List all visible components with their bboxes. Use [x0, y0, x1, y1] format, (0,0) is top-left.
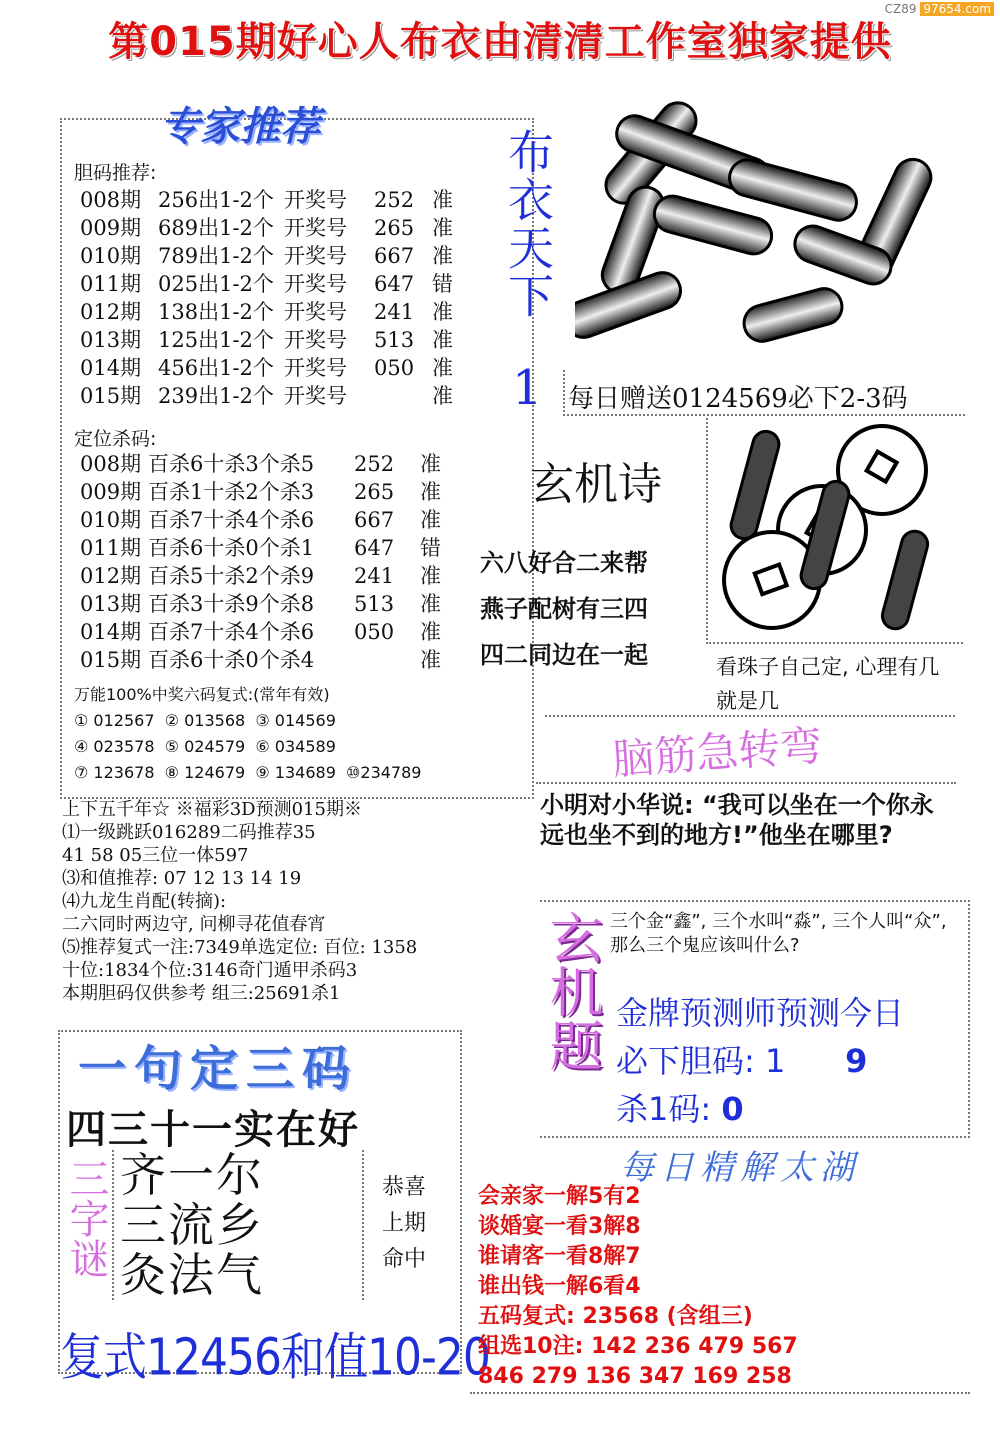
congrats-line: 命中 [382, 1247, 427, 1272]
dan-prize-label: 开奖号 [284, 300, 347, 324]
dan-row [80, 354, 462, 382]
riddle-lines [120, 1150, 264, 1300]
site-watermark [885, 2, 994, 16]
kill-period: 015期 [80, 648, 142, 672]
kill-verdict: 准 [420, 452, 441, 476]
congrats-line: 上期 [382, 1211, 427, 1236]
history-line: ⑸推荐复式一注:7349单选定位: 百位: 1358 [62, 937, 418, 958]
kill-result: 667 [354, 508, 395, 532]
dan-period: 014期 [80, 356, 142, 380]
dan-row [80, 270, 462, 298]
kill-pick: 百杀5十杀2个杀9 [148, 564, 315, 588]
predict-line: 金牌预测师预测今日 [616, 994, 905, 1032]
kill-verdict: 准 [420, 564, 441, 588]
poem-lines [480, 540, 648, 678]
poem-heading: 玄机诗 [530, 459, 662, 510]
congrats [382, 1170, 426, 1278]
kill-pick: 百杀7十杀4个杀6 [148, 508, 315, 532]
kill-period: 010期 [80, 508, 142, 532]
predict-kill-label: 杀1码: [616, 1090, 712, 1128]
sentence-heading: 一句定三码 [78, 1041, 359, 1097]
taihu-line: 谈婚宴一看3解8 [478, 1214, 641, 1239]
dan-prize-label: 开奖号 [284, 356, 347, 380]
six-list [74, 708, 421, 786]
history-line: 十位:1834个位:3146奇门遁甲杀码3 [62, 960, 358, 981]
kill-verdict: 错 [420, 536, 441, 560]
brain-divider-2 [536, 782, 956, 784]
kill-result: 265 [354, 480, 395, 504]
kill-verdict: 准 [420, 480, 441, 504]
kill-row [80, 562, 460, 590]
history-line: 上下五千年☆ ※福彩3D预测015期※ [62, 799, 362, 820]
kill-period: 014期 [80, 620, 142, 644]
dan-verdict: 准 [432, 356, 453, 380]
dan-row [80, 242, 462, 270]
xuanji-ti-vertical: 玄机题 [541, 910, 604, 1072]
daily-gift: 每日赠送0124569必下2-3码 [568, 384, 908, 414]
kill-row [80, 478, 460, 506]
kill-result: 647 [354, 536, 395, 560]
kill-row [80, 590, 460, 618]
kill-result: 050 [354, 620, 395, 644]
dan-pick: 789出1-2个 [158, 244, 274, 268]
watermark-code: CZ89 [884, 2, 917, 16]
dan-row [80, 214, 462, 242]
dan-row [80, 298, 462, 326]
dan-row [80, 186, 462, 214]
kill-pick: 百杀6十杀3个杀5 [148, 452, 315, 476]
kill-result: 252 [354, 452, 395, 476]
riddle-vertical: 三字谜 [63, 1158, 109, 1278]
dan-pick: 256出1-2个 [158, 188, 274, 212]
dan-period: 012期 [80, 300, 142, 324]
six-label: 万能100%中奖六码复式:(常年有效) [74, 685, 330, 704]
six-row: ⑦ 123678 ⑧ 124679 ⑨ 134689 ⑩234789 [74, 763, 422, 782]
taihu-line: 谁请客一看8解7 [478, 1244, 641, 1269]
page-title: 第015期好心人布衣由清清工作室独家提供 [108, 19, 892, 65]
riddle-line: 齐一尔 [120, 1148, 264, 1202]
history-line: 二六同时两边守, 问柳寻花值春宵 [62, 914, 326, 935]
poem-line: 六八好合二来帮 [480, 549, 648, 577]
bottom-divider [470, 1392, 970, 1394]
expert-heading: 专家推荐 [160, 104, 320, 150]
dan-row [80, 326, 462, 354]
dan-prize-label: 开奖号 [284, 384, 347, 408]
dan-pick: 138出1-2个 [158, 300, 274, 324]
dan-row [80, 382, 462, 410]
kill-pick: 百杀1十杀2个杀3 [148, 480, 315, 504]
kill-verdict: 准 [420, 592, 441, 616]
dan-period: 011期 [80, 272, 142, 296]
dan-result: 241 [374, 300, 415, 324]
xuanji-question: 三个金“鑫”, 三个水叫“淼”, 三个人叫“众”, 那么三个鬼应该叫什么? [610, 911, 947, 956]
history-line: ⑷九龙生肖配(转摘): [62, 891, 227, 912]
predict-kill-value: 0 [721, 1090, 744, 1128]
predict-kill [616, 1084, 744, 1130]
kill-verdict: 准 [420, 648, 441, 672]
kill-result: 513 [354, 592, 395, 616]
kill-period: 013期 [80, 592, 142, 616]
six-row: ④ 023578 ⑤ 024579 ⑥ 034589 [74, 737, 336, 756]
dan-verdict: 准 [432, 328, 453, 352]
dan-verdict: 准 [432, 216, 453, 240]
kill-label: 定位杀码: [74, 428, 157, 450]
taihu-line: 谁出钱一解6看4 [478, 1274, 641, 1299]
taihu-heading: 每日精解太湖 [620, 1148, 860, 1188]
taihu-lines [478, 1182, 798, 1392]
dan-verdict: 错 [432, 272, 453, 296]
kill-pick: 百杀7十杀4个杀6 [148, 620, 315, 644]
dan-prize-label: 开奖号 [284, 244, 347, 268]
dan-pick: 689出1-2个 [158, 216, 274, 240]
dan-result: 667 [374, 244, 415, 268]
dan-prize-label: 开奖号 [284, 188, 347, 212]
poem-line: 燕子配树有三四 [480, 595, 648, 623]
taihu-line: 五码复式: 23568 (含组三) [478, 1304, 753, 1329]
kill-period: 009期 [80, 480, 142, 504]
kill-verdict: 准 [420, 620, 441, 644]
sentence-text: 四三十一实在好 [66, 1107, 360, 1153]
dan-result: 647 [374, 272, 415, 296]
dan-period: 013期 [80, 328, 142, 352]
kill-table [80, 450, 460, 674]
predict-dan [616, 1036, 916, 1082]
history-line: ⑴一级跳跃016289二码推荐35 [62, 822, 316, 843]
dan-verdict: 准 [432, 300, 453, 324]
buyi-vertical: 布衣天下 [501, 128, 555, 320]
dan-pick: 125出1-2个 [158, 328, 274, 352]
kill-period: 008期 [80, 452, 142, 476]
taihu-line: 846 279 136 347 169 258 [478, 1364, 792, 1389]
riddle-line: 灸法气 [120, 1248, 264, 1302]
kill-row [80, 618, 460, 646]
fushi-text: 复式12456和值10-20 [60, 1328, 490, 1388]
dan-verdict: 准 [432, 384, 453, 408]
brain-heading: 脑筋急转弯 [610, 720, 824, 785]
poem-line: 四二同边在一起 [480, 641, 648, 669]
dan-pick: 025出1-2个 [158, 272, 274, 296]
kill-period: 011期 [80, 536, 142, 560]
kill-row [80, 646, 460, 674]
kill-row [80, 534, 460, 562]
kill-pick: 百杀6十杀0个杀4 [148, 648, 315, 672]
dan-period: 015期 [80, 384, 142, 408]
kill-pick: 百杀6十杀0个杀1 [148, 536, 315, 560]
taihu-line: 组选10注: 142 236 479 567 [478, 1334, 798, 1359]
dan-verdict: 准 [432, 244, 453, 268]
dan-verdict: 准 [432, 188, 453, 212]
dan-prize-label: 开奖号 [284, 216, 347, 240]
kill-verdict: 准 [420, 508, 441, 532]
big-digits-graphic [575, 85, 955, 375]
dan-prize-label: 开奖号 [284, 328, 347, 352]
kill-row [80, 506, 460, 534]
history-line: 本期胆码仅供参考 组三:25691杀1 [62, 983, 341, 1004]
kill-pick: 百杀3十杀9个杀8 [148, 592, 315, 616]
dan-result: 513 [374, 328, 415, 352]
riddle-line: 三流乡 [120, 1198, 264, 1252]
brain-text: 小明对小华说: “我可以坐在一个你永远也坐不到的地方!”他坐在哪里? [540, 791, 934, 849]
taihu-line: 会亲家一解5有2 [478, 1184, 641, 1209]
history-line: 41 58 05三位一体597 [62, 845, 249, 866]
dan-label: 胆码推荐: [74, 162, 157, 184]
predict-dan-b: 9 [845, 1042, 868, 1080]
dan-result: 265 [374, 216, 415, 240]
coins-graphic [712, 420, 960, 640]
kill-period: 012期 [80, 564, 142, 588]
dan-result: 050 [374, 356, 415, 380]
dan-period: 010期 [80, 244, 142, 268]
six-row: ① 012567 ② 013568 ③ 014569 [74, 711, 336, 730]
dan-pick: 456出1-2个 [158, 356, 274, 380]
predict-dan-a: 1 [764, 1042, 786, 1080]
dan-period: 008期 [80, 188, 142, 212]
watermark-site: 97654.com [920, 2, 994, 16]
history-block [62, 798, 417, 1005]
poem-tip: 看珠子自己定, 心理有几就是几 [716, 655, 940, 713]
dan-period: 009期 [80, 216, 142, 240]
dan-result: 252 [374, 188, 415, 212]
congrats-line: 恭喜 [382, 1175, 427, 1200]
dan-pick: 239出1-2个 [158, 384, 274, 408]
dan-prize-label: 开奖号 [284, 272, 347, 296]
dan-table [80, 186, 462, 410]
history-line: ⑶和值推荐: 07 12 13 14 19 [62, 868, 302, 889]
kill-result: 241 [354, 564, 395, 588]
kill-row [80, 450, 460, 478]
buyi-number: 1 [512, 360, 543, 416]
predict-dan-label: 必下胆码: [616, 1042, 755, 1080]
